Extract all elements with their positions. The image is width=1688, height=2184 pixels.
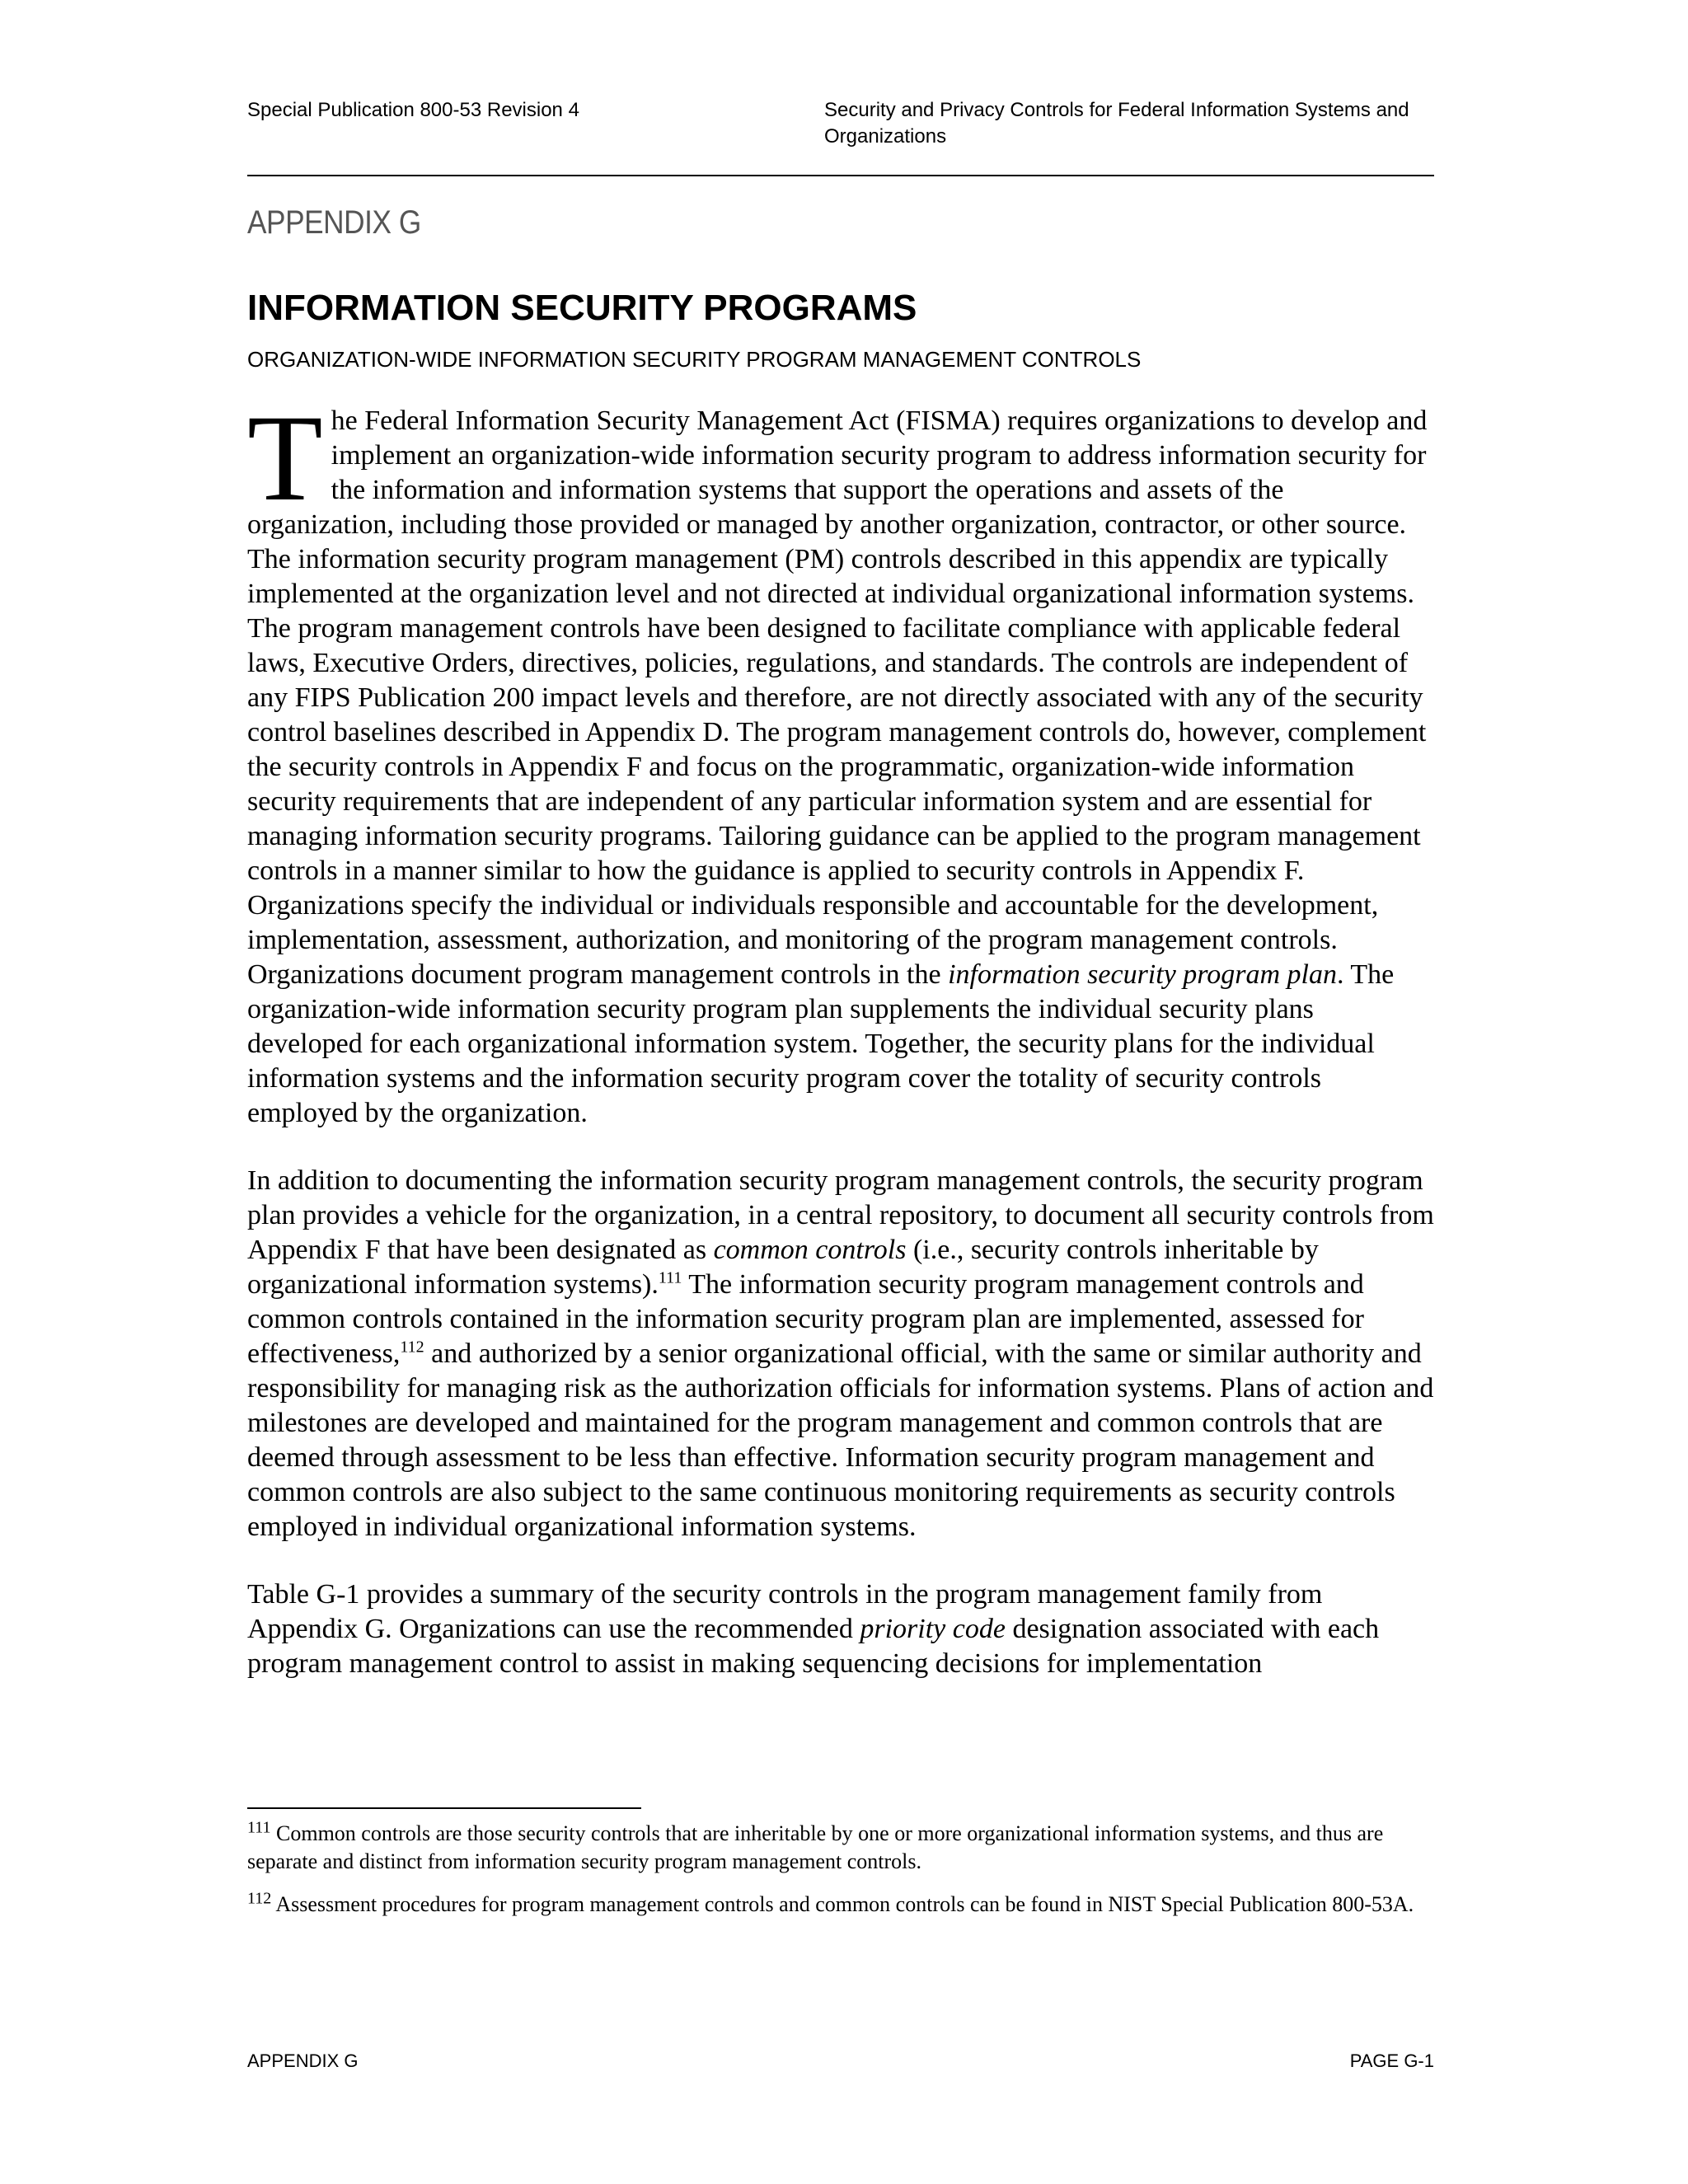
page-title: INFORMATION SECURITY PROGRAMS: [247, 288, 917, 328]
paragraph-common-controls: [247, 1164, 1434, 1544]
body-text: [247, 390, 1434, 1714]
footnote-reference[interactable]: 111: [658, 1268, 682, 1287]
running-header: [247, 97, 1434, 176]
paragraph-text: designation associated with each program management control to assist in making sequencing decisions for implementation: [247, 1614, 1380, 1679]
header-document-title: Security and Privacy Controls for Federal Information Systems and Organizations: [824, 99, 1409, 148]
paragraph-text: . The organization-wide information security program plan supplements the individual security plans developed for each organizational information system. Together, the security plans for the individual information systems and the information security program cover the totality of security controls employed by the organization.: [247, 959, 1395, 1128]
paragraph-text: In addition to documenting the information security program management controls, the security program plan provides a vehicle for the organization, in a central repository, to document all security controls from Appendix F that have been designated as: [247, 1165, 1434, 1265]
paragraph-text: Table G-1 provides a summary of the security controls in the program management family from Appendix G. Organizations can use the recommended: [247, 1579, 1323, 1644]
footnote-number: 111: [247, 1818, 271, 1837]
footnote-number: 112: [247, 1889, 272, 1908]
footnote-item: [247, 1891, 1434, 1919]
paragraph-text: he Federal Information Security Management Act (FISMA) requires organizations to develop and implement an organization-wide information security program to address information security for the information and information systems that support the operations and assets of the organization, including those provided or managed by another organization, contractor, or other source. The information security program management (PM) controls described in this appendix are typically implemented at the organization level and not directed at individual organizational information systems. The program management controls have been designed to facilitate compliance with applicable federal laws, Executive Orders, directives, policies, regulations, and standards. The controls are independent of any FIPS Publication 200 impact levels and therefore, are not directly associated with any of the security control baselines described in Appendix D. The program management controls do, however, complement the security controls in Appendix F and focus on the programmatic, organization-wide information security requirements that are independent of any particular information system and are essential for managing information security programs. Tailoring guidance can be applied to the program management controls in a manner similar to how the guidance is applied to security controls in Appendix F. Organizations specify the individual or individuals responsible and accountable for the development, implementation, assessment, authorization, and monitoring of the program management controls. Organizations document program management controls in the: [247, 405, 1428, 990]
paragraph-text: and authorized by a senior organizational official, with the same or similar authority and responsibility for managing risk as the authorization officials for information systems. Plans of action and milestones are developed and maintained for the program management and common controls that are deemed through assessment to be less than effective. Information security program management and common controls are also subject to the same continuous monitoring requirements as security controls employed in individual organizational information systems.: [247, 1338, 1434, 1542]
emphasis-term: information security program plan: [948, 959, 1337, 990]
footer-section: APPENDIX G: [247, 2050, 359, 2071]
header-publication: Special Publication 800-53 Revision 4: [247, 99, 579, 121]
appendix-label: APPENDIX G: [247, 204, 421, 241]
footnote-reference[interactable]: 112: [400, 1338, 424, 1357]
paragraph-intro: [247, 390, 1434, 1131]
emphasis-term: priority code: [860, 1614, 1006, 1644]
paragraph-text: The information security program management controls and common controls contained in the information security program plan are implemented, assessed for effectiveness,: [247, 1269, 1364, 1369]
paragraph-text: (i.e., security controls inheritable by organizational information systems).: [247, 1235, 1319, 1300]
footnote-text: Assessment procedures for program management controls and common controls can be found in NIST Special Publication 800-53A.: [271, 1892, 1414, 1916]
document-page: [247, 0, 1434, 2184]
emphasis-term: common controls: [713, 1235, 907, 1265]
footnote-divider: [247, 1807, 641, 1809]
header-divider: [247, 175, 1434, 176]
footnotes: [247, 1820, 1434, 1933]
footnote-text: Common controls are those security controls that are inheritable by one or more organizational information systems, and thus are separate and distinct from information security program management controls.: [247, 1821, 1384, 1873]
drop-cap: T: [247, 390, 323, 527]
footnote-item: [247, 1820, 1434, 1876]
paragraph-table-summary: [247, 1577, 1434, 1681]
page-subtitle: ORGANIZATION-WIDE INFORMATION SECURITY PROGRAM MANAGEMENT CONTROLS: [247, 347, 1142, 372]
page-number: PAGE G-1: [1349, 2050, 1434, 2071]
